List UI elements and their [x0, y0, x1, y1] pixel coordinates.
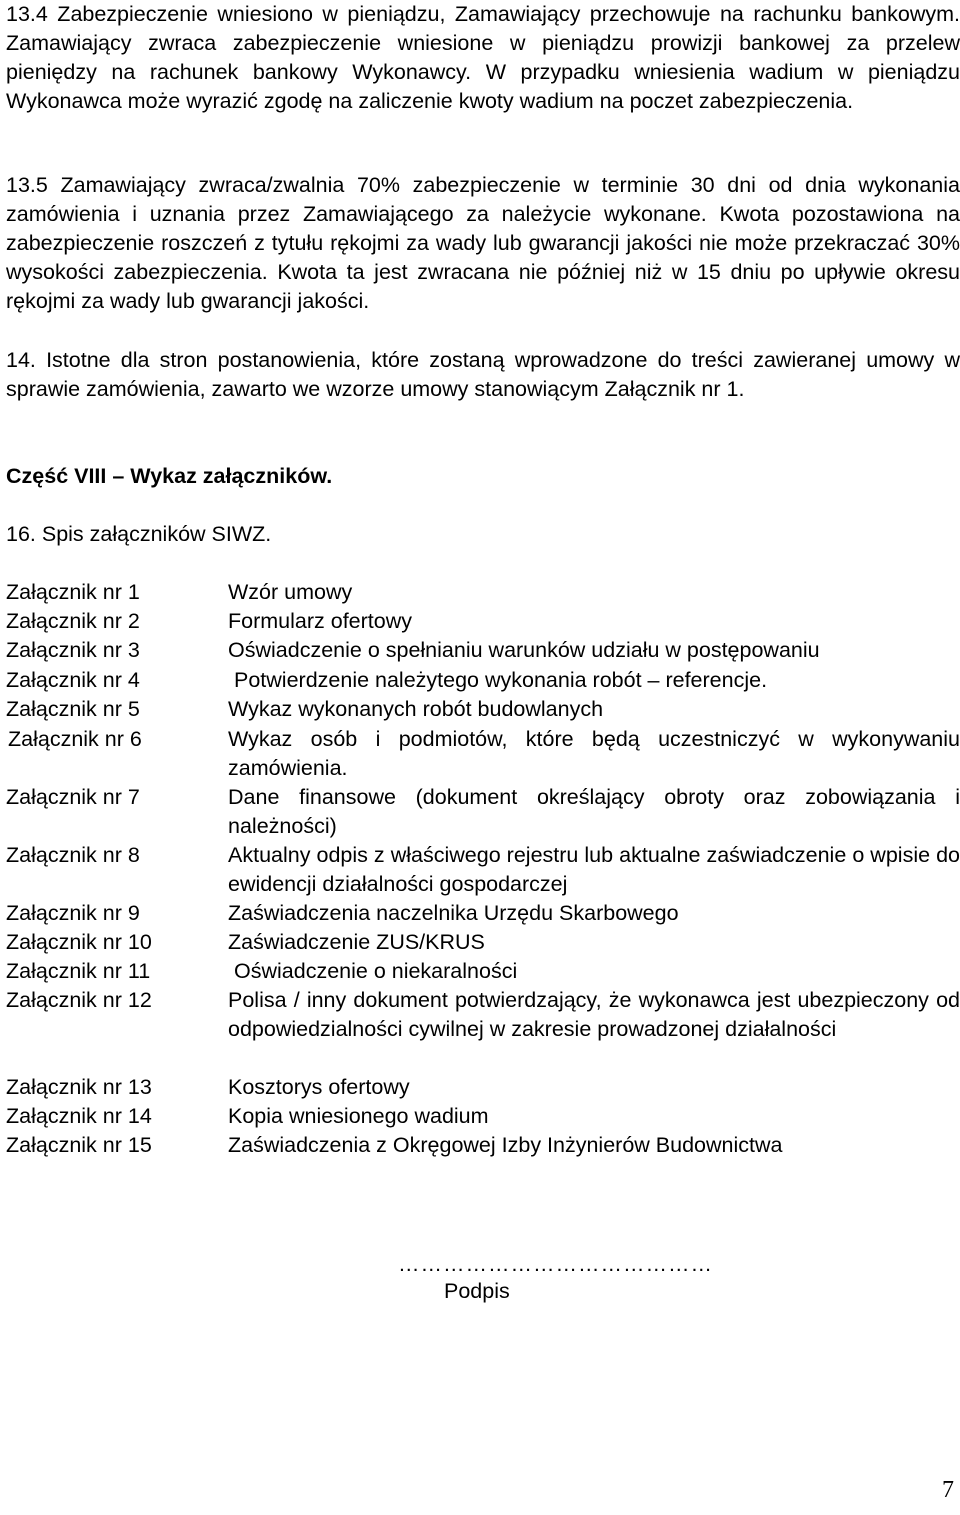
- attachment-number: Załącznik nr 10: [6, 930, 152, 954]
- attachment-number: Załącznik nr 14: [6, 1104, 152, 1128]
- attachment-description: Zaświadczenia naczelnika Urzędu Skarbowego: [228, 901, 679, 925]
- attachment-number: Załącznik nr 13: [6, 1075, 152, 1099]
- paragraph-13-5: 13.5 Zamawiający zwraca/zwalnia 70% zabezpieczenie w terminie 30 dni od dnia wykonania zamówienia i uznania przez Zamawiającego za należycie wykonane. Kwota pozostawiona na zabezpieczenie roszczeń z tytułu rękojmi za wady lub gwarancji jakości nie może przekraczać 30% wysokości zabezpieczenia. Kwota ta jest zwracana nie później niż w 15 dniu po upływie okresu rękojmi za wady lub gwarancji jakości.: [6, 173, 960, 313]
- paragraph-14: 14. Istotne dla stron postanowienia, które zostaną wprowadzone do treści zawieranej umowy w sprawie zamówienia, zawarto we wzorze umowy stanowiącym Załącznik nr 1.: [6, 348, 960, 401]
- attachment-description: Zaświadczenia z Okręgowej Izby Inżynierów Budownictwa: [228, 1133, 783, 1157]
- page-number: 7: [942, 1477, 954, 1503]
- section-heading: Część VIII – Wykaz załączników.: [6, 464, 333, 488]
- attachment-description: Wykaz wykonanych robót budowlanych: [228, 697, 604, 721]
- attachment-number: Załącznik nr 1: [6, 580, 140, 604]
- attachment-description: Polisa / inny dokument potwierdzający, że wykonawca jest ubezpieczony od odpowiedzialności cywilnej w zakresie prowadzonej działalności: [228, 988, 960, 1041]
- attachment-description: Oświadczenie o niekaralności: [234, 959, 518, 983]
- attachment-description: Wzór umowy: [228, 580, 353, 604]
- attachment-description: Kopia wniesionego wadium: [228, 1104, 489, 1128]
- attachment-number: Załącznik nr 5: [6, 697, 140, 721]
- signature-line: ……………………………………: [398, 1252, 713, 1276]
- paragraph-13-4: 13.4 Zabezpieczenie wniesiono w pieniądzu, Zamawiający przechowuje na rachunku bankowym. Zamawiający zwraca zabezpieczenie wniesione w pieniądzu prowizji bankowej za przelew pieniędzy na rachunek bankowy Wykonawcy. W przypadku wniesienia wadium w pieniądzu Wykonawca może wyrazić zgodę na zaliczenie kwoty wadium na poczet zabezpieczenia.: [6, 2, 960, 113]
- attachment-number: Załącznik nr 2: [6, 609, 140, 633]
- attachment-number: Załącznik nr 9: [6, 901, 140, 925]
- attachments-subheading: 16. Spis załączników SIWZ.: [6, 522, 272, 546]
- attachment-number: Załącznik nr 15: [6, 1133, 152, 1157]
- signature-label: Podpis: [444, 1279, 510, 1303]
- attachment-number: Załącznik nr 7: [6, 785, 140, 809]
- attachment-number: Załącznik nr 6: [8, 727, 142, 751]
- attachment-description: Oświadczenie o spełnianiu warunków udziału w postępowaniu: [228, 638, 820, 662]
- attachment-number: Załącznik nr 8: [6, 843, 140, 867]
- attachment-description: Aktualny odpis z właściwego rejestru lub aktualne zaświadczenie o wpisie do ewidencji działalności gospodarczej: [228, 843, 960, 896]
- attachment-number: Załącznik nr 12: [6, 988, 152, 1012]
- attachment-number: Załącznik nr 11: [6, 959, 151, 983]
- attachment-description: Dane finansowe (dokument określający obroty oraz zobowiązania i należności): [228, 785, 960, 838]
- attachment-description: Potwierdzenie należytego wykonania robót – referencje.: [234, 668, 768, 692]
- attachment-number: Załącznik nr 3: [6, 638, 140, 662]
- attachment-description: Zaświadczenie ZUS/KRUS: [228, 930, 485, 954]
- attachment-description: Kosztorys ofertowy: [228, 1075, 410, 1099]
- attachment-number: Załącznik nr 4: [6, 668, 140, 692]
- attachment-description: Formularz ofertowy: [228, 609, 412, 633]
- attachment-description: Wykaz osób i podmiotów, które będą uczestniczyć w wykonywaniu zamówienia.: [228, 727, 960, 780]
